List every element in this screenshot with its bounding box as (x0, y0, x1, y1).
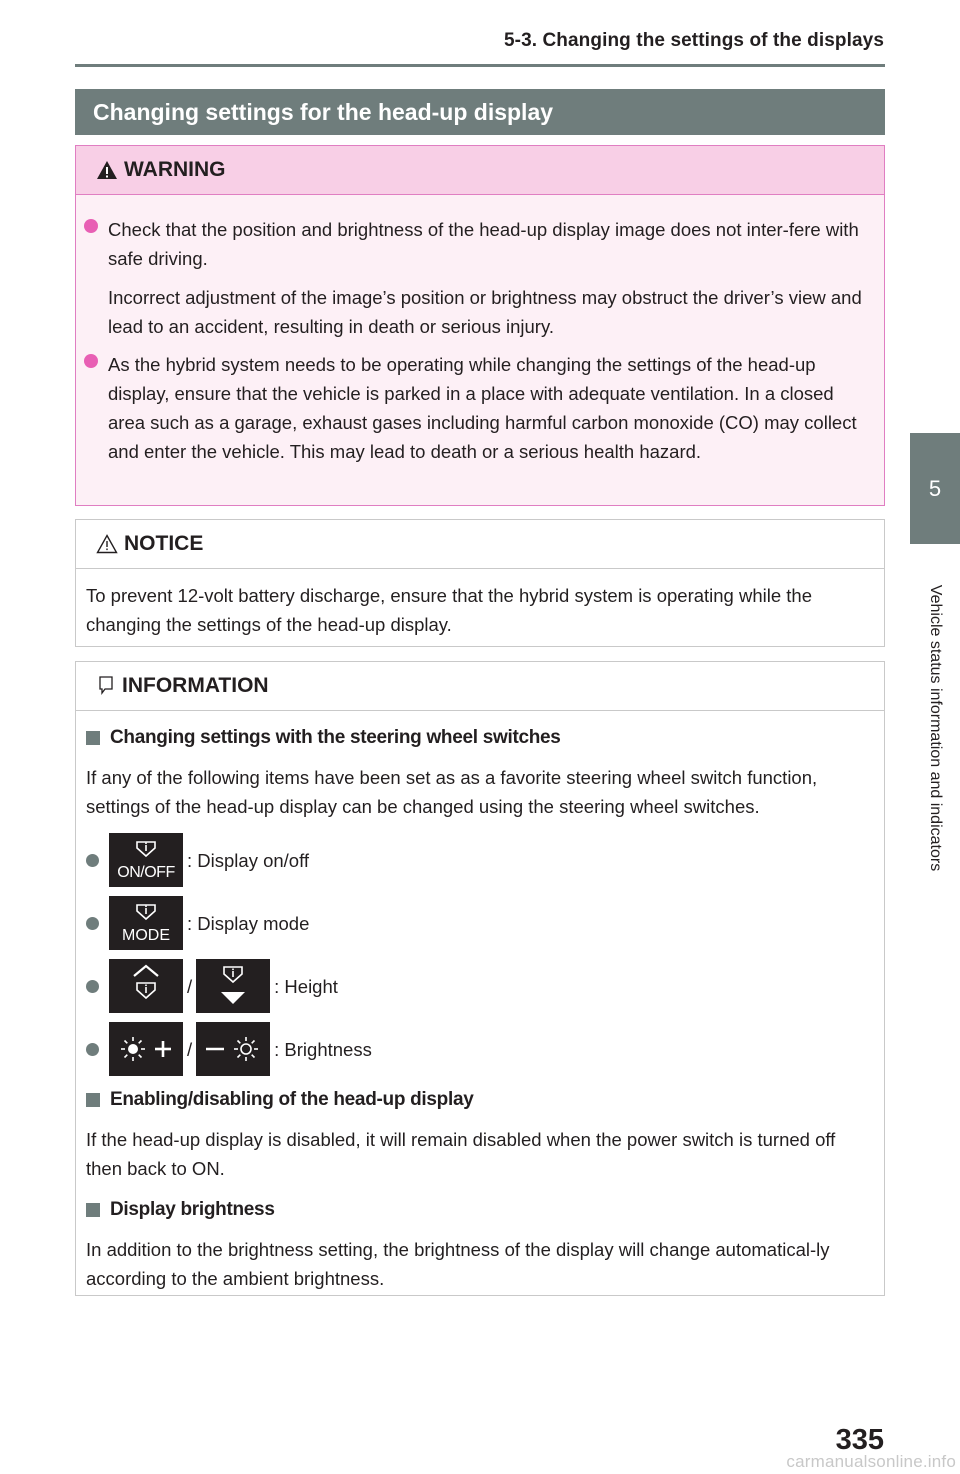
watermark: carmanualsonline.info (786, 1452, 956, 1471)
switch-item-brightness (86, 1022, 872, 1076)
warning-item (108, 215, 870, 273)
warning-item (108, 350, 870, 466)
square-bullet-icon (86, 731, 100, 745)
height-up-switch-icon (109, 959, 183, 1013)
running-header: 5-3. Changing the settings of the displays (503, 30, 884, 51)
mode-switch-icon (109, 896, 183, 950)
switch-item-height (86, 959, 872, 1013)
chapter-label: Vehicle status information and indicators (927, 584, 944, 872)
warning-item-text: Check that the position and brightness of the head-up display image does not inter-fere with safe driving. (108, 219, 859, 269)
notice-text: To prevent 12-volt battery discharge, ensure that the hybrid system is operating while the changing the settings of the head-up display. (86, 585, 812, 635)
warning-box (75, 145, 885, 506)
onoff-label: : Display on/off (187, 849, 310, 871)
bullet-icon (86, 980, 99, 993)
square-bullet-icon (86, 1093, 100, 1107)
height-down-switch-icon (196, 959, 270, 1013)
onoff-switch-icon (109, 833, 183, 887)
notice-header (76, 520, 884, 569)
chapter-number: 5 (928, 475, 942, 501)
brightness-up-switch-icon (109, 1022, 183, 1076)
switch-item-mode (86, 896, 872, 950)
info-heading: Changing settings with the steering wheel switches (86, 723, 872, 752)
mode-switch-text: MODE (122, 927, 170, 944)
page-number: 335 (835, 1424, 884, 1456)
warning-icon (96, 160, 118, 180)
bullet-icon (86, 1043, 99, 1056)
notice-label: NOTICE (124, 532, 204, 555)
bullet-icon (84, 354, 98, 368)
section-title: Changing settings for the head-up display (75, 89, 885, 135)
notice-box (75, 519, 885, 647)
information-label: INFORMATION (122, 674, 269, 697)
warning-item-text: As the hybrid system needs to be operating while changing the settings of the head-up display, ensure that the vehicle is parked in a place with adequate ventilation. In a closed area such as a garage, exhaust gases including harmful carbon monoxide (CO) may collect and enter the vehicle. This may lead to death or a serious health hazard. (108, 354, 857, 462)
warning-header (76, 146, 884, 195)
info-paragraph: If any of the following items have been set as as a favorite steering wheel switch function, settings of the head-up display can be changed using the steering wheel switches. (86, 767, 818, 817)
chapter-tab (910, 433, 960, 544)
separator: / (187, 975, 193, 997)
information-header (76, 662, 884, 711)
info-paragraph: In addition to the brightness setting, the brightness of the display will change automatical-ly according to the ambient brightness. (86, 1239, 830, 1289)
header-rule (75, 64, 885, 67)
info-heading: Enabling/disabling of the head-up display (86, 1085, 872, 1114)
warning-item-sub: Incorrect adjustment of the image’s position or brightness may obstruct the driver’s view and lead to an accident, resulting in death or serious injury. (108, 287, 862, 337)
brightness-label: : Brightness (274, 1038, 372, 1060)
info-paragraph: If the head-up display is disabled, it will remain disabled when the power switch is turned off then back to ON. (86, 1129, 836, 1179)
brightness-down-switch-icon (196, 1022, 270, 1076)
switch-item-onoff (86, 833, 872, 887)
mode-label: : Display mode (187, 912, 310, 934)
square-bullet-icon (86, 1203, 100, 1217)
notice-icon (96, 534, 118, 554)
onoff-switch-text: ON/OFF (117, 864, 175, 881)
bullet-icon (86, 854, 99, 867)
height-label: : Height (274, 975, 338, 997)
information-box (75, 661, 885, 1296)
bullet-icon (86, 917, 99, 930)
separator: / (187, 1038, 193, 1060)
info-heading: Display brightness (86, 1195, 872, 1224)
warning-label: WARNING (124, 158, 226, 181)
bullet-icon (84, 219, 98, 233)
information-icon (96, 675, 116, 697)
